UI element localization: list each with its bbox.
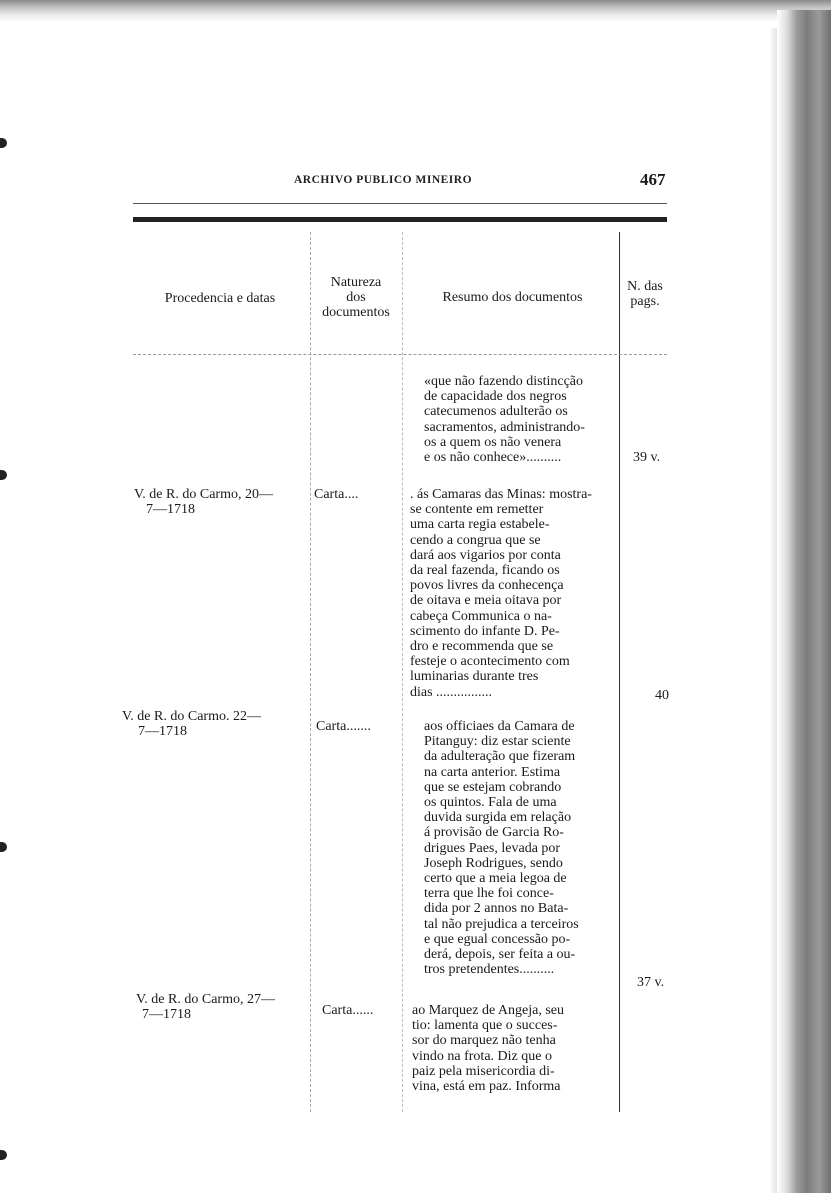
scan-edge-mark — [0, 470, 7, 480]
document-nature: Carta.... — [314, 487, 359, 502]
scan-page-edge — [769, 28, 777, 1193]
scan-edge-mark — [0, 1150, 7, 1160]
col-header-pages: N. das pags. — [627, 279, 663, 309]
page-count: 39 v. — [633, 450, 661, 465]
header-bottom-rule — [133, 354, 667, 355]
document-summary: ao Marquez de Angeja, seu tio: lamenta que o succes- sor do marquez não tenha vindo na frota. Diz que o paiz pela misericordia di- vina, está em paz. Informa — [412, 1003, 564, 1095]
document-nature: Carta...... — [322, 1003, 374, 1018]
page-count: 40 — [655, 688, 669, 703]
scan-edge-mark — [0, 842, 7, 852]
document-provenance: V. de R. do Carmo. 22— 7—1718 — [122, 709, 261, 740]
col-header-nature: Natureza dos documentos — [322, 275, 390, 320]
table-top-rule — [133, 217, 667, 222]
scan-edge-mark — [0, 138, 7, 148]
document-summary: «que não fazendo distincção de capacidade dos negros catecumenos adulterão os sacramentos, administrando- os a quem os não venera e os não conhece».......... — [424, 374, 585, 466]
document-summary: aos officiaes da Camara de Pitanguy: diz estar sciente da adulteração que fizeram na carta anterior. Estima que se estejam cobrando os quintos. Fala de uma duvida surgida em relação á provisão de Garcia Ro- drigues Paes, levada por Joseph Rodrigues, sendo certo que a meia legoa de terra que lhe foi conce- dida por 2 annos no Bata- tal não prejudica a terceiros e que egual concessão po- derá, depois, ser feita a ou- tros pretendentes.......... — [424, 719, 579, 978]
col-header-provenance: Procedencia e datas — [164, 291, 276, 306]
column-divider — [402, 232, 404, 1112]
col-header-summary: Resumo dos documentos — [442, 290, 583, 305]
document-nature: Carta....... — [316, 719, 371, 734]
document-summary: . ás Camaras das Minas: mostra- se contente em remetter uma carta regia estabele- cendo a congrua que se dará aos vigarios por conta da real fazenda, ficando os povos livres da conhecença de oitava e meia oitava por cabeça Communica o na- scimento do infante D. Pe- dro e recommenda que se festeje o acontecimento com luminarias durante tres dias ................ — [410, 487, 592, 700]
header-rule — [133, 203, 667, 204]
page-count: 37 v. — [637, 975, 665, 990]
scan-right-shadow — [777, 10, 831, 1193]
scan-top-shadow — [0, 0, 831, 22]
column-divider — [310, 232, 312, 1112]
document-provenance: V. de R. do Carmo, 27— 7—1718 — [136, 992, 275, 1023]
running-title: ARCHIVO PUBLICO MINEIRO — [294, 174, 473, 186]
page-number: 467 — [640, 170, 666, 189]
document-provenance: V. de R. do Carmo, 20— 7—1718 — [134, 487, 273, 518]
